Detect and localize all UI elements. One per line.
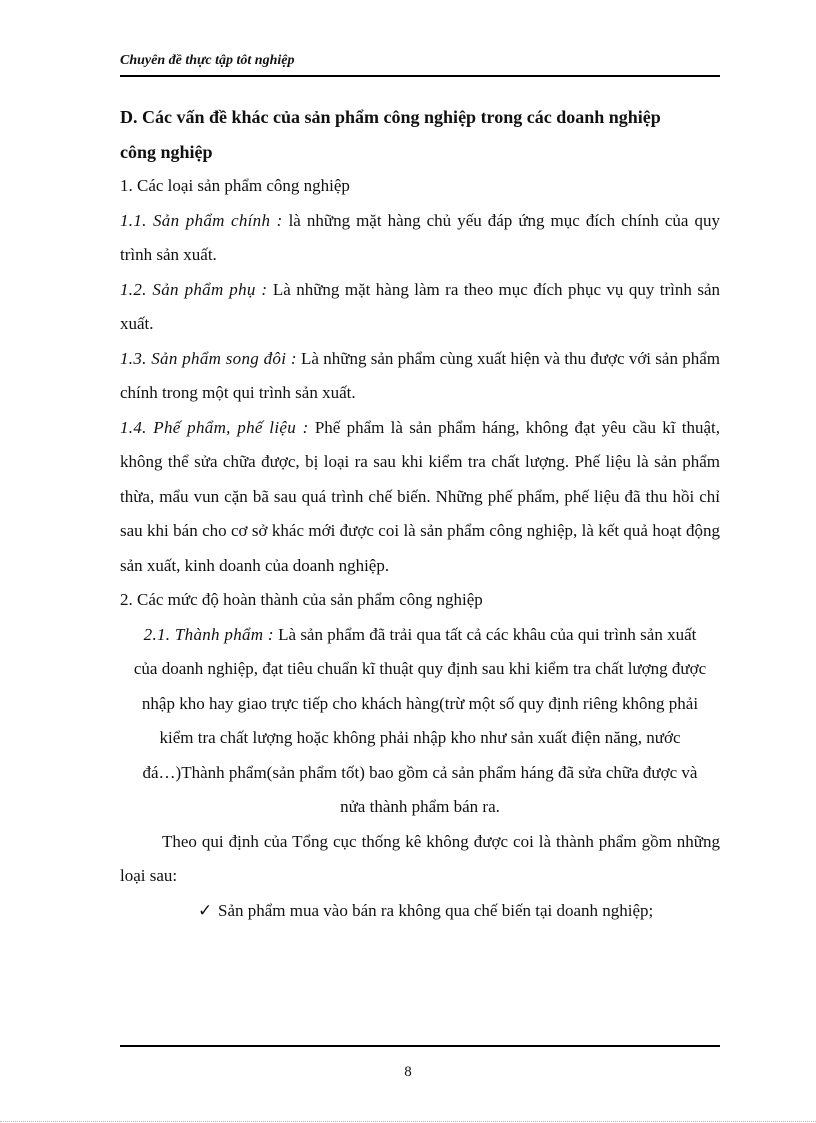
document-body	[120, 100, 720, 928]
item-main-product	[120, 204, 720, 273]
part2-title: 2. Các mức độ hoàn thành của sản phẩm công nghiệp	[120, 590, 483, 609]
item-scrap	[120, 411, 720, 584]
item-lead: 2.1. Thành phẩm :	[143, 624, 274, 644]
section-heading-line1: D. Các vấn đề khác của sản phẩm công nghiệp trong các doanh nghiệp	[120, 107, 661, 127]
bullet-item	[120, 894, 720, 929]
item-lead: 1.4. Phế phẩm, phế liệu :	[120, 417, 309, 437]
item-joint-product	[120, 342, 720, 411]
item-lead: 1.1. Sản phẩm chính :	[120, 210, 283, 230]
running-header: Chuyên đề thực tập tôt nghiệp	[120, 53, 295, 68]
header-rule	[120, 75, 720, 77]
footer-rule	[120, 1045, 720, 1047]
item-lead: 1.3. Sản phẩm song đôi :	[120, 348, 297, 368]
checkmark-icon: ✓	[198, 900, 213, 921]
item-finished-product	[120, 618, 720, 825]
item-text: Phế phẩm là sản phẩm háng, không đạt yêu cầu kĩ thuật, không thể sửa chữa được, bị loại ra sau khi kiểm tra chất lượng. Phế liệu là sản phẩm thừa, mẩu vun cặn bã sau quá trình chế biến. Những phế phẩm, phế liệu đã thu hồi chỉ sau khi bán cho cơ sở khác mới được coi là sản phẩm công nghiệp, là kết quả hoạt động sản xuất, kinh doanh của doanh nghiệp.	[120, 417, 720, 575]
bullet-text: Sản phẩm mua vào bán ra không qua chế biến tại doanh nghiệp;	[218, 900, 654, 920]
item-text: Là sản phẩm đã trải qua tất cả các khâu của qui trình sản xuất của doanh nghiệp, đạt tiêu chuẩn kĩ thuật quy định sau khi kiểm tra chất lượng được nhập kho hay giao trực tiếp cho khách hàng(trừ một số quy định riêng không phải kiểm tra chất lượng hoặc không phải nhập kho như sản xuất điện năng, nước đá…)Thành phẩm(sản phẩm tốt) bao gồm cả sản phẩm háng đã sửa chữa được và nửa thành phẩm bán ra.	[133, 624, 707, 816]
item-text: Là những mặt hàng làm ra theo mục đích phục vụ quy trình sản xuất.	[120, 279, 721, 333]
item-text: Là những sản phẩm cùng xuất hiện và thu được với sản phẩm chính trong một qui trình sản xuất.	[120, 348, 720, 402]
part1-title: 1. Các loại sản phẩm công nghiệp	[120, 176, 350, 195]
section-heading	[120, 100, 720, 169]
page-number: 8	[404, 1064, 412, 1080]
item-lead: 1.2. Sản phẩm phụ :	[120, 279, 268, 299]
classification-note: Theo qui định của Tổng cục thống kê không được coi là thành phẩm gồm những loại sau:	[120, 831, 720, 885]
page-edge-divider	[0, 1121, 816, 1122]
item-by-product	[120, 273, 720, 342]
item-text: là những mặt hàng chủ yếu đáp ứng mục đích chính của quy trình sản xuất.	[120, 210, 720, 264]
section-heading-line2: công nghiệp	[120, 141, 213, 162]
